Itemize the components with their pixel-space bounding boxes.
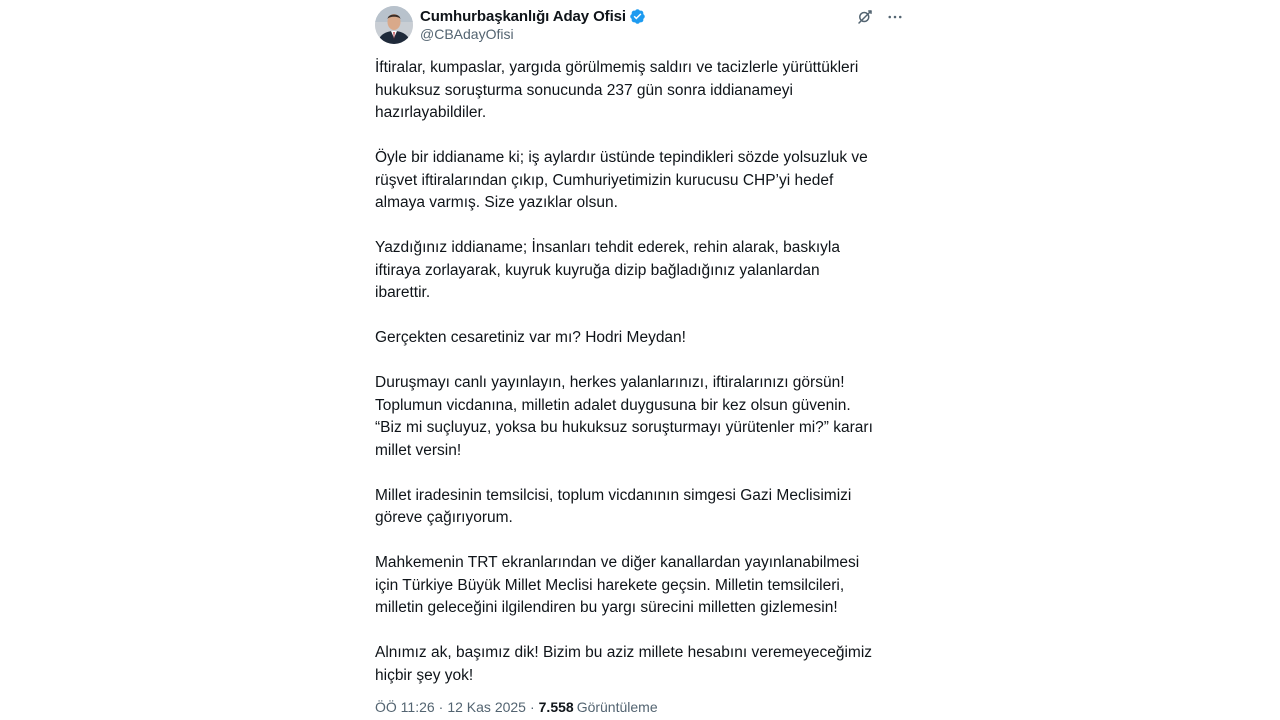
verified-badge-icon[interactable] bbox=[629, 8, 646, 25]
tweet-time[interactable]: ÖÖ 11:26 bbox=[375, 699, 435, 715]
tweet-actions bbox=[854, 6, 906, 28]
profile-avatar[interactable] bbox=[375, 6, 413, 44]
tweet-paragraph: İftiralar, kumpaslar, yargıda görülmemiş saldırı ve tacizlerle yürüttükleri hukuksuz soruşturma sonucunda 237 gün sonra iddianameyi hazırlayabildiler. bbox=[375, 59, 859, 121]
meta-separator: · bbox=[438, 699, 444, 715]
tweet-card bbox=[374, 0, 906, 720]
tweet-paragraph: Öyle bir iddianame ki; iş aylardır üstünde tepindikleri sözde yolsuzluk ve rüşvet iftiralarından çıkıp, Cumhuriyetimizin kurucusu CHP’yi hedef almaya varmış. Size yazıklar olsun. bbox=[375, 149, 868, 211]
grok-icon[interactable] bbox=[854, 6, 876, 28]
tweet-date[interactable]: 12 Kas 2025 bbox=[447, 699, 526, 715]
tweet-text bbox=[375, 57, 905, 687]
more-options-icon[interactable] bbox=[884, 6, 906, 28]
display-name[interactable]: Cumhurbaşkanlığı Aday Ofisi bbox=[420, 7, 626, 25]
tweet-paragraph: Millet iradesinin temsilcisi, toplum vicdanının simgesi Gazi Meclisimizi göreve çağırıyorum. bbox=[375, 486, 852, 526]
tweet-paragraph: Alnımız ak, başımız dik! Bizim bu aziz millete hesabını veremeyeceğimiz hiçbir şey yok! bbox=[375, 644, 873, 684]
views-count: 7.558 bbox=[538, 699, 574, 715]
tweet-paragraph: Duruşmayı canlı yayınlayın, herkes yalanlarınızı, iftiralarınızı görsün! Toplumun vicdanına, milletin adalet duygusuna bir kez olsun güvenin. “Biz mi suçluyuz, yoksa bu hukuksuz soruşturmayı yürütenler mi?” kararı millet versin! bbox=[375, 374, 873, 459]
tweet-meta bbox=[375, 699, 658, 715]
tweet-paragraph: Gerçekten cesaretiniz var mı? Hodri Meydan! bbox=[375, 329, 686, 346]
tweet-paragraph: Mahkemenin TRT ekranlarından ve diğer kanallardan yayınlanabilmesi için Türkiye Büyük Millet Meclisi harekete geçsin. Milletin temsilcileri, milletin geleceğini ilgilendiren bu yargı sürecini milletten gizlemesin! bbox=[375, 554, 860, 616]
account-handle[interactable]: @CBAdayOfisi bbox=[420, 26, 514, 42]
tweet-paragraph: Yazdığınız iddianame; İnsanları tehdit ederek, rehin alarak, baskıyla iftiraya zorlayarak, kuyruk kuyruğa dizip bağladığınız yalanlardan ibarettir. bbox=[375, 239, 840, 301]
views-label: Görüntüleme bbox=[576, 699, 658, 715]
account-name-row bbox=[420, 7, 646, 25]
avatar-image bbox=[375, 6, 413, 44]
meta-separator: · bbox=[529, 699, 535, 715]
